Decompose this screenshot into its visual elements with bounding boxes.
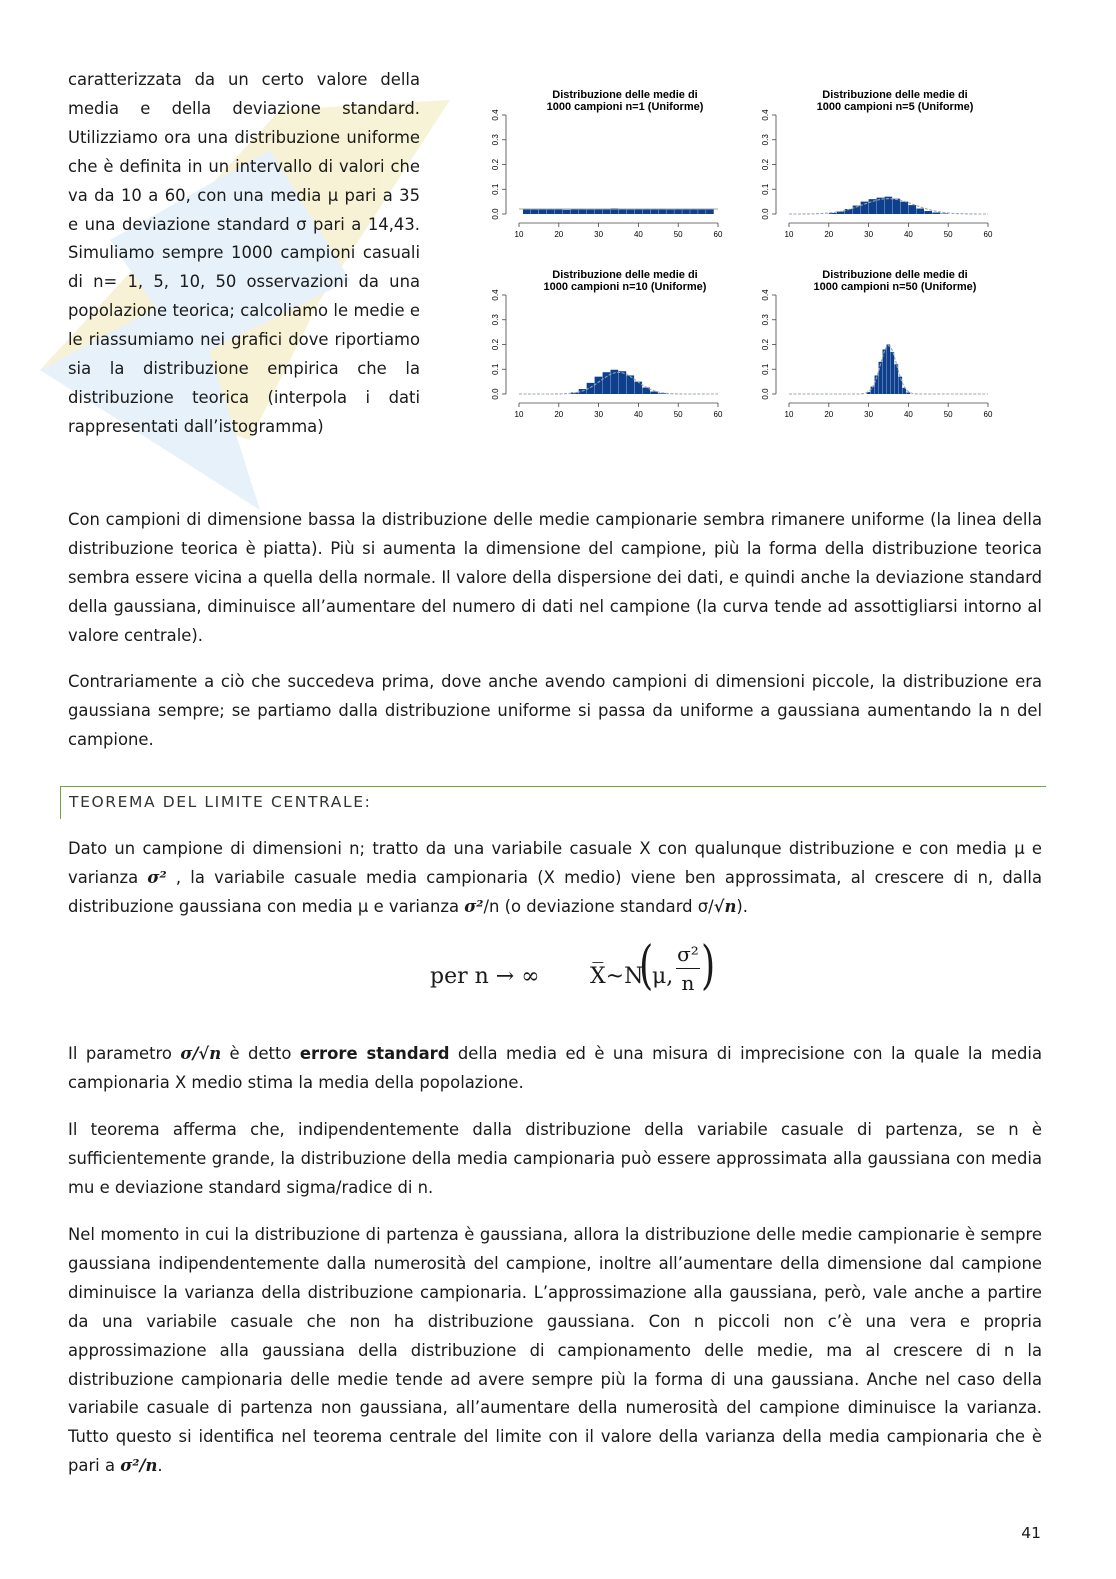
y-tick-label: 0.4	[761, 109, 770, 121]
x-tick-label: 10	[514, 410, 524, 419]
x-tick-label: 40	[633, 230, 643, 239]
x-tick-label: 60	[983, 410, 993, 419]
histogram-bar	[626, 210, 634, 214]
histogram-bar	[563, 210, 571, 214]
formula-xbar: X̅~N	[590, 964, 644, 989]
y-tick-label: 0.3	[491, 134, 500, 146]
y-tick-label: 0.1	[491, 183, 500, 195]
x-tick-label: 50	[943, 230, 953, 239]
x-tick-label: 60	[713, 230, 723, 239]
x-tick-label: 20	[824, 410, 834, 419]
histogram-bar	[539, 209, 547, 214]
x-tick-label: 10	[784, 230, 794, 239]
formula-limit: per n → ∞	[430, 964, 540, 989]
x-tick-label: 50	[673, 410, 683, 419]
x-tick-label: 30	[864, 230, 874, 239]
y-tick-label: 0.2	[761, 158, 770, 171]
p3-text-b: , la variabile casuale media campionaria (X medio) viene ben approssimata, al crescere di n, dalla distribuzione gaussiana con media μ e varianza	[68, 867, 1042, 916]
histogram-bar	[603, 209, 611, 214]
p6-formula: σ²/n	[120, 1456, 158, 1476]
x-tick-label: 20	[554, 410, 564, 419]
histogram-bar	[579, 209, 587, 214]
histogram-bar	[634, 382, 642, 394]
paragraph-3	[68, 835, 1042, 922]
formula-denominator: n	[681, 971, 695, 995]
histogram-bar	[869, 199, 877, 214]
x-tick-label: 30	[594, 230, 604, 239]
p6-text-a: Nel momento in cui la distribuzione di partenza è gaussiana, allora la distribuzione delle medie campionarie è sempre gaussiana indipendentemente dalla numerosità del campione, inoltre all’aumentare della dimensione dal campione diminuisce la varianza della distribuzione campionaria. L’approssimazione alla gaussiana, però, vale anche a partire da una variabile casuale che non ha distribuzione gaussiana. Con n piccoli non c’è una vera e propria approssimazione alla gaussiana della distribuzione di campionamento delle medie, ma al crescere di n la distribuzione campionaria delle medie tende ad avere sempre più la forma di una gaussiana. Anche nel caso della variabile casuale di partenza non gaussiana, all’aumentare della numerosità del campione diminuisce la varianza. Tutto questo si identifica nel teorema centrale del limite con il valore della varianza della media campionaria che è pari a	[68, 1225, 1042, 1476]
histogram-bar	[837, 212, 845, 214]
y-tick-label: 0.2	[761, 338, 770, 351]
x-tick-label: 20	[554, 230, 564, 239]
chart-title-line2: 1000 campioni n=5 (Uniforme)	[816, 101, 974, 113]
chart-title-line2: 1000 campioni n=1 (Uniforme)	[546, 101, 704, 113]
y-tick-label: 0.3	[761, 314, 770, 326]
chart-title-line2: 1000 campioni n=10 (Uniforme)	[543, 281, 707, 293]
x-tick-label: 30	[594, 410, 604, 419]
chart-title-line1: Distribuzione delle medie di	[822, 269, 968, 281]
y-tick-label: 0.4	[491, 289, 500, 301]
y-tick-label: 0.4	[761, 289, 770, 301]
y-tick-label: 0.4	[491, 109, 500, 121]
histogram-bar	[908, 205, 916, 214]
p4-text-c: della media ed è una misura di imprecisione con la quale la media campionaria X medio stima la media della popolazione.	[68, 1044, 1042, 1092]
histogram-bar	[906, 393, 910, 394]
x-tick-label: 20	[824, 230, 834, 239]
histogram-bar	[900, 202, 908, 214]
y-tick-label: 0.0	[491, 208, 500, 220]
histogram-bar	[890, 352, 894, 394]
histogram-bar	[892, 199, 900, 214]
histogram-bar	[682, 209, 690, 214]
histogram-bar	[555, 209, 563, 214]
histogram-bar	[634, 209, 642, 214]
x-tick-label: 50	[673, 230, 683, 239]
p3-text-c: /n (o deviazione standard σ/	[483, 896, 714, 916]
page-number: 41	[1021, 1524, 1041, 1542]
section-heading: TEOREMA DEL LIMITE CENTRALE:	[69, 793, 372, 811]
y-tick-label: 0.2	[491, 158, 500, 171]
p3-sigma2: σ²	[147, 867, 167, 887]
x-tick-label: 10	[514, 230, 524, 239]
y-tick-label: 0.1	[761, 363, 770, 375]
chart-title-line1: Distribuzione delle medie di	[552, 269, 698, 281]
histogram-bar	[674, 209, 682, 214]
x-tick-label: 50	[943, 410, 953, 419]
y-tick-label: 0.1	[761, 183, 770, 195]
x-tick-label: 40	[633, 410, 643, 419]
x-tick-label: 60	[713, 410, 723, 419]
y-tick-label: 0.0	[761, 208, 770, 220]
p3-sqrt-n: √n	[713, 896, 737, 916]
formula-fraction	[676, 942, 700, 995]
x-tick-label: 10	[784, 410, 794, 419]
x-tick-label: 40	[903, 410, 913, 419]
formula-open-paren: (	[639, 936, 654, 996]
histogram-bar	[916, 209, 924, 214]
histogram-bar	[547, 209, 555, 214]
paragraph-2: Contrariamente a ciò che succedeva prima, dove anche avendo campioni di dimensioni piccole, la distribuzione era gaussiana sempre; se partiamo dalla distribuzione uniforme si passa da uniforme a gaussiana aumentando la n del campione.	[68, 672, 1042, 749]
y-tick-label: 0.0	[761, 388, 770, 400]
x-tick-label: 40	[903, 230, 913, 239]
p3-text-a: Dato un campione di dimensioni n; tratto da una variabile casuale X con qualunque distribuzione e con media μ e varianza	[68, 839, 1042, 887]
histogram-bar	[932, 213, 940, 214]
p3-sigma2-2: σ²	[464, 896, 484, 916]
histogram-bar	[698, 209, 706, 214]
paragraph-4	[68, 1040, 1042, 1098]
formula-numerator: σ²	[676, 942, 700, 969]
y-tick-label: 0.2	[491, 338, 500, 351]
p4-text-a: Il parametro	[68, 1044, 181, 1063]
y-tick-label: 0.1	[491, 363, 500, 375]
p6-dot: .	[157, 1456, 163, 1476]
section-heading-box	[60, 786, 1046, 819]
x-tick-label: 30	[864, 410, 874, 419]
histogram-bar	[650, 392, 658, 394]
histogram-grid	[488, 84, 1018, 429]
p4-text-b: è detto	[221, 1044, 300, 1063]
intro-paragraph: caratterizzata da un certo valore della media e della deviazione standard. Utilizziamo ora una distribuzione uniforme che è definita in un intervallo di valori che va da 10 a 60, con una media μ pari a 35 e una deviazione standard σ pari a 14,43. Simuliamo sempre 1000 campioni casuali di n= 1, 5, 10, 50 osservazioni da una popolazione teorica; calcoliamo le medie e le riassumiamo nei grafici dove riportiamo sia la distribuzione empirica che la distribuzione teorica (interpola i dati rappresentati dall’istogramma)	[68, 70, 420, 436]
clt-formula	[430, 936, 750, 1016]
p4-param: σ/√n	[180, 1044, 222, 1063]
histogram-bar	[626, 375, 634, 394]
chart-title-line2: 1000 campioni n=50 (Uniforme)	[813, 281, 977, 293]
histogram-bar	[924, 211, 932, 214]
histogram-bar	[690, 209, 698, 214]
histogram-bar	[879, 362, 883, 394]
x-tick-label: 60	[983, 230, 993, 239]
chart-title-line1: Distribuzione delle medie di	[822, 89, 968, 101]
y-tick-label: 0.3	[761, 134, 770, 146]
histogram-bar	[619, 209, 627, 214]
histogram-bar	[650, 209, 658, 214]
paragraph-6	[68, 1221, 1042, 1481]
histogram-bar	[531, 210, 539, 214]
p3-text-d: ).	[736, 896, 749, 916]
y-tick-label: 0.3	[491, 314, 500, 326]
histogram-bar	[887, 345, 891, 395]
paragraph-1: Con campioni di dimensione bassa la distribuzione delle medie campionarie sembra rimanere uniforme (la linea della distribuzione teorica è piatta). Più si aumenta la dimensione del campione, più la forma della distribuzione teorica sembra essere vicina a quella della normale. Il valore della dispersione dei dati, e quindi anche la deviazione standard della gaussiana, diminuisce all’aumentare del numero di dati nel campione (la curva tende ad assottigliarsi intorno al valore centrale).	[68, 510, 1042, 645]
histogram-bar	[658, 393, 666, 394]
histogram-bar	[595, 209, 603, 214]
histogram-bar	[642, 209, 650, 214]
formula-close-paren: )	[701, 936, 716, 996]
paragraph-5: Il teorema afferma che, indipendentemente dalla distribuzione della variabile casuale di partenza, se n è sufficientemente grande, la distribuzione della media campionaria può essere approssimata alla gaussiana con media mu e deviazione standard sigma/radice di n.	[68, 1120, 1042, 1197]
histogram-bar	[619, 371, 627, 394]
histogram-bar	[587, 210, 595, 214]
histogram-bar	[595, 377, 603, 394]
histogram-bar	[666, 210, 674, 214]
chart-title-line1: Distribuzione delle medie di	[552, 89, 698, 101]
formula-mu: μ,	[652, 964, 674, 989]
p4-term: errore standard	[299, 1044, 450, 1063]
histogram-bar	[894, 364, 898, 394]
y-tick-label: 0.0	[491, 388, 500, 400]
